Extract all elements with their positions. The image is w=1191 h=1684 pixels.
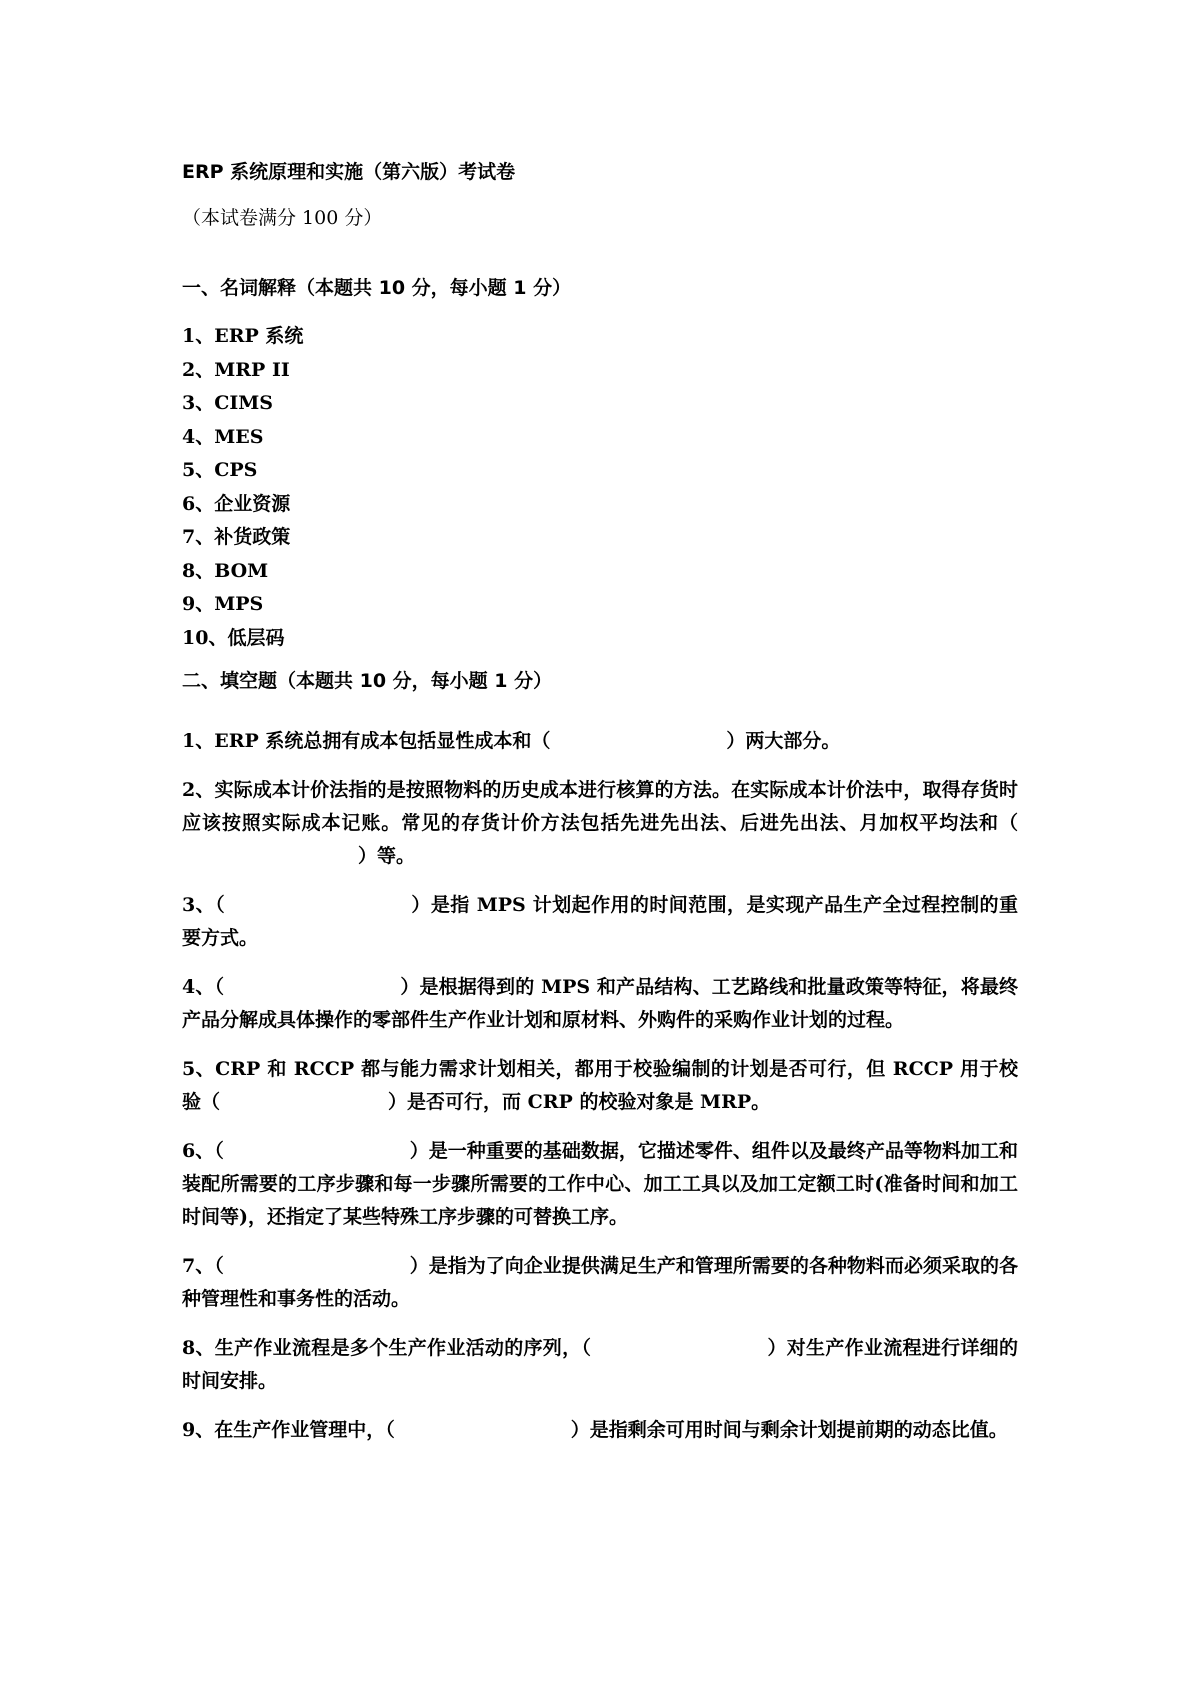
question-6: [182, 1135, 1018, 1234]
question-text: 5、CRP 和 RCCP 都与能力需求计划相关，都用于校验编制的计划是否可行，但 RCCP 用于校验（: [182, 1058, 1018, 1113]
question-text: 7、（: [182, 1255, 224, 1277]
question-text: 6、（: [182, 1140, 224, 1162]
section1-heading: 一、名词解释（本题共 10 分，每小题 1 分）: [182, 277, 572, 299]
question-text: ）是根据得到的 MPS 和产品结构、工艺路线和批量政策等特征，将最终产品分解成具体操作的零部件生产作业计划和原材料、外购件的采购作业计划的过程。: [182, 976, 1018, 1031]
question-text: ）等。: [358, 845, 416, 867]
question-text: ）两大部分。: [726, 730, 841, 752]
question-8: [182, 1332, 1018, 1398]
list-item: 5、CPS: [182, 459, 258, 481]
question-9: [182, 1414, 1018, 1447]
question-text: 4、（: [182, 976, 225, 998]
question-text: 3、（: [182, 894, 225, 916]
section2-heading: 二、填空题（本题共 10 分，每小题 1 分）: [182, 670, 553, 692]
list-item: 7、补货政策: [182, 526, 291, 548]
list-item: 6、企业资源: [182, 492, 291, 515]
question-4: [182, 971, 1018, 1037]
question-3: [182, 889, 1018, 955]
question-text: ）是否可行，而 CRP 的校验对象是 MRP。: [388, 1091, 771, 1113]
list-item: 2、MRP II: [182, 358, 290, 381]
question-text: ）是指为了向企业提供满足生产和管理所需要的各种物料而必须采取的各种管理性和事务性的活动。: [182, 1255, 1018, 1310]
list-item: 9、MPS: [182, 593, 264, 615]
document-title: ERP 系统原理和实施（第六版）考试卷: [182, 161, 516, 183]
list-item: 4、MES: [182, 425, 264, 448]
question-text: 8、生产作业流程是多个生产作业活动的序列，（: [182, 1337, 592, 1359]
list-item: 10、低层码: [182, 626, 285, 649]
question-text: ）是一种重要的基础数据，它描述零件、组件以及最终产品等物料加工和装配所需要的工序步骤和每一步骤所需要的工作中心、加工工具以及加工定额工时(准备时间和加工时间等)，还指定了某些特殊工序步骤的可替换工序。: [182, 1140, 1018, 1228]
list-item: 1、ERP 系统: [182, 325, 304, 347]
question-text: 1、ERP 系统总拥有成本包括显性成本和（: [182, 730, 551, 752]
question-7: [182, 1250, 1018, 1316]
document-subtitle: （本试卷满分 100 分）: [182, 207, 383, 229]
list-item: 3、CIMS: [182, 392, 273, 414]
question-2: [182, 774, 1018, 873]
question-text: ）是指 MPS 计划起作用的时间范围，是实现产品生产全过程控制的重要方式。: [182, 894, 1018, 949]
page-content: [182, 158, 1018, 1463]
question-5: [182, 1053, 1018, 1119]
question-text: ）对生产作业流程进行详细的时间安排。: [182, 1337, 1018, 1392]
question-1: [182, 725, 1018, 758]
term-list: [182, 320, 1018, 655]
question-text: ）是指剩余可用时间与剩余计划提前期的动态比值。: [570, 1419, 1008, 1441]
question-text: 2、实际成本计价法指的是按照物料的历史成本进行核算的方法。在实际成本计价法中，取得存货时应该按照实际成本记账。常见的存货计价方法包括先进先出法、后进先出法、月加权平均法和（: [182, 779, 1018, 834]
list-item: 8、BOM: [182, 559, 269, 582]
question-text: 9、在生产作业管理中，（: [182, 1419, 395, 1441]
